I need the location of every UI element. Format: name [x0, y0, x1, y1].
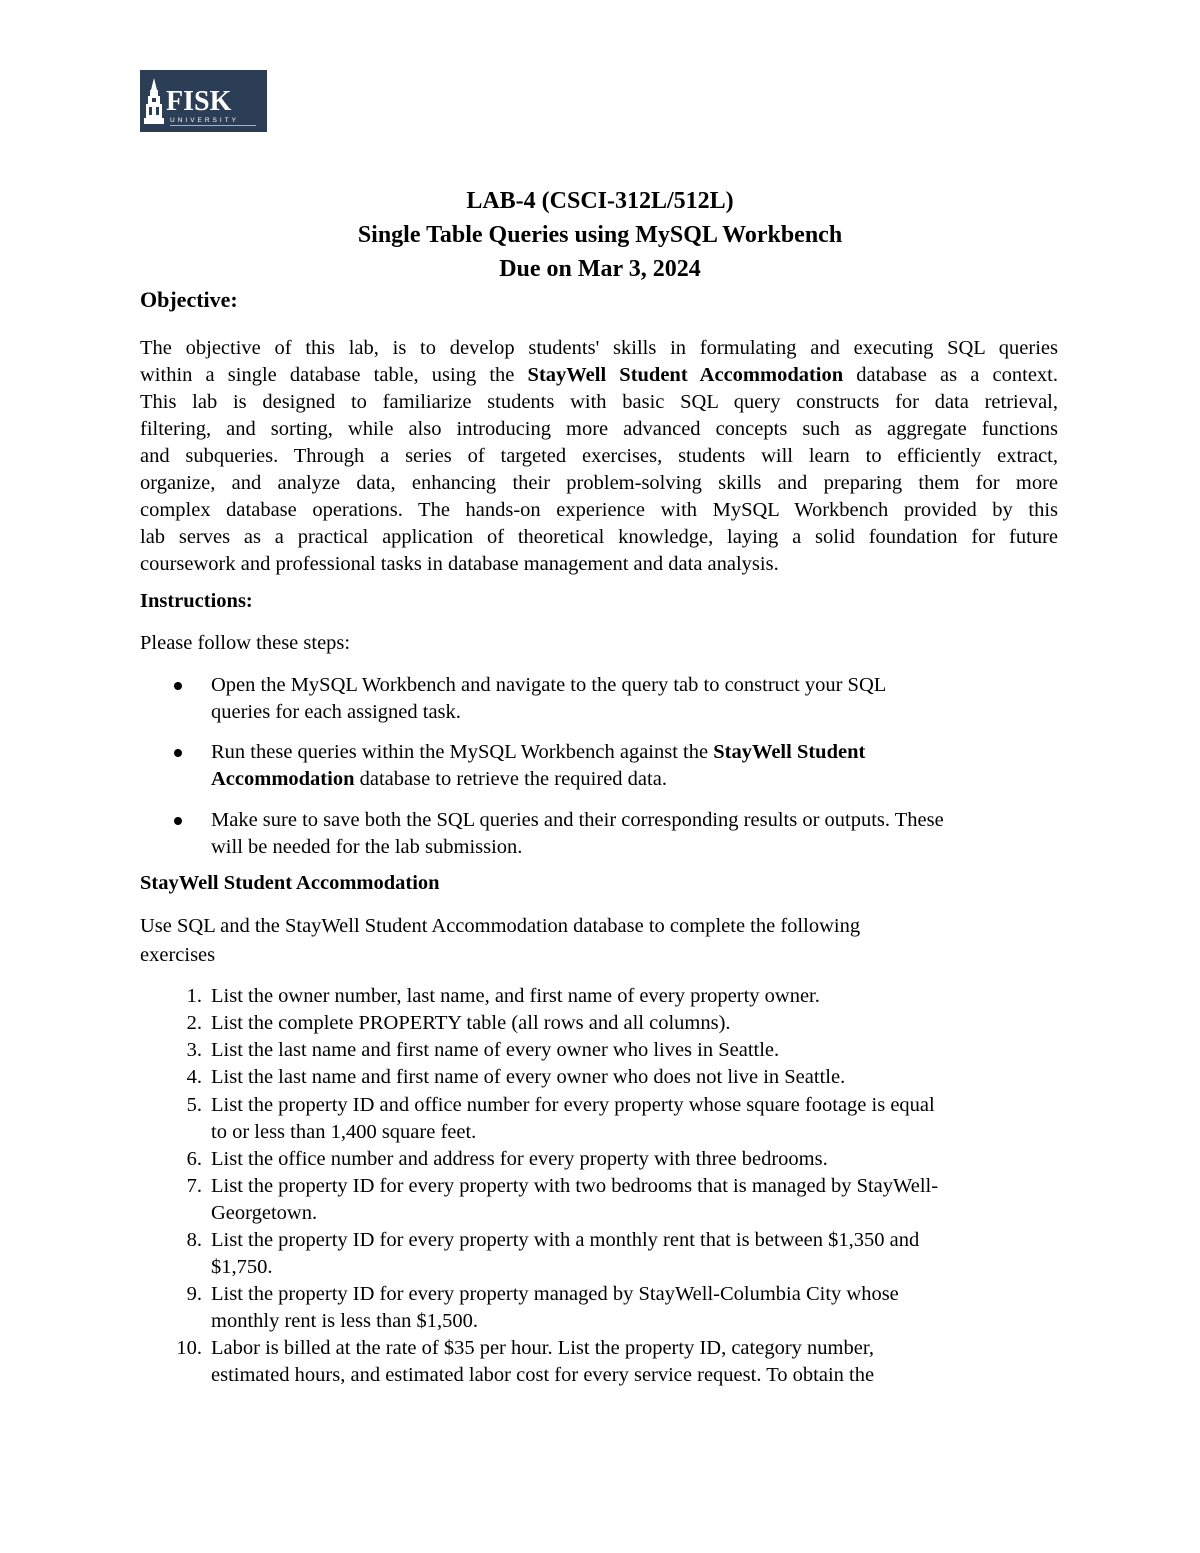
objective-heading: Objective: — [140, 287, 238, 312]
objective-line: organize, and analyze data, enhancing their problem-solving skills and preparing them for more — [140, 472, 1058, 494]
exercise-number: 3. — [186, 1039, 202, 1061]
bullet-text: Open the MySQL Workbench and navigate to the query tab to construct your SQL — [211, 674, 887, 696]
exercise-text: List the owner number, last name, and first name of every property owner. — [211, 985, 820, 1007]
exercise-text: List the office number and address for every property with three bedrooms. — [211, 1148, 828, 1170]
exercise-item — [186, 983, 820, 1010]
exercise-number: 2. — [186, 1012, 202, 1034]
database-name: StayWell Student Accommodation — [527, 364, 844, 386]
staywell-heading: StayWell Student Accommodation — [140, 872, 440, 894]
fisk-university-logo — [140, 70, 267, 132]
instructions-intro: Please follow these steps: — [140, 632, 351, 654]
objective-text: database as a context. — [843, 364, 1058, 386]
exercise-text: Georgetown. — [211, 1202, 318, 1224]
objective-paragraph — [140, 335, 1058, 578]
bullet-item — [211, 807, 944, 861]
exercise-number: 7. — [186, 1175, 202, 1197]
objective-text: within a single database table, using the — [140, 364, 528, 386]
exercise-text: List the last name and first name of every owner who does not live in Seattle. — [211, 1066, 846, 1088]
exercise-number: 4. — [186, 1066, 202, 1088]
bullet-item — [211, 672, 886, 726]
lab-title: LAB-4 (CSCI-312L/512L) — [466, 188, 734, 214]
exercise-text: $1,750. — [211, 1256, 273, 1278]
exercise-item — [176, 1335, 875, 1389]
objective-line: lab serves as a practical application of theoretical knowledge, laying a solid foundation for future — [140, 526, 1058, 548]
objective-line — [140, 362, 1058, 389]
exercise-text: to or less than 1,400 square feet. — [211, 1121, 477, 1143]
objective-line: The objective of this lab, is to develop students' skills in formulating and executing SQL queries — [140, 337, 1058, 359]
exercise-number: 9. — [186, 1283, 202, 1305]
bullet-text — [211, 766, 865, 793]
database-name: Accommodation — [211, 768, 355, 790]
title-block — [140, 184, 1060, 286]
exercise-text: monthly rent is less than $1,500. — [211, 1310, 479, 1332]
instructions-heading: Instructions: — [140, 590, 253, 612]
bullet-text: queries for each assigned task. — [211, 701, 461, 723]
exercise-number: 5. — [186, 1094, 202, 1116]
exercise-text: List the property ID for every property with two bedrooms that is managed by StayWell- — [211, 1175, 939, 1197]
lab-subtitle: Single Table Queries using MySQL Workbench — [357, 222, 843, 248]
bullet-text: Make sure to save both the SQL queries and their corresponding results or outputs. These — [211, 809, 944, 831]
exercise-text: List the complete PROPERTY table (all rows and all columns). — [211, 1012, 731, 1034]
objective-line: complex database operations. The hands-on experience with MySQL Workbench provided by this — [140, 499, 1058, 521]
exercise-number: 1. — [186, 985, 202, 1007]
bullet-text: will be needed for the lab submission. — [211, 836, 523, 858]
bullet-dot — [174, 817, 182, 825]
exercise-item — [186, 1010, 731, 1037]
exercise-item — [186, 1064, 846, 1091]
bullet-dot — [174, 682, 182, 690]
objective-line: and subqueries. Through a series of targeted exercises, students will learn to efficiently extract, — [140, 445, 1058, 467]
exercise-number: 6. — [186, 1148, 202, 1170]
exercise-text: List the property ID for every property with a monthly rent that is between $1,350 and — [211, 1229, 920, 1251]
logo-subtext: UNIVERSITY — [170, 117, 240, 124]
bullet-item — [211, 739, 865, 793]
exercise-item — [186, 1173, 939, 1227]
exercise-text: estimated hours, and estimated labor cost for every service request. To obtain the — [211, 1364, 875, 1386]
exercise-item — [186, 1092, 935, 1146]
objective-line: filtering, and sorting, while also introducing more advanced concepts such as aggregate functions — [140, 418, 1058, 440]
fisk-logo-graphic — [140, 70, 267, 132]
bullet-text-part: database to retrieve the required data. — [354, 768, 667, 790]
exercise-item — [186, 1037, 780, 1064]
bullet-text-part: Run these queries within the MySQL Workbench against the — [211, 741, 714, 763]
objective-line: coursework and professional tasks in database management and data analysis. — [140, 553, 779, 575]
exercise-text: List the property ID for every property managed by StayWell-Columbia City whose — [211, 1283, 899, 1305]
exercise-text: List the last name and first name of every owner who lives in Seattle. — [211, 1039, 780, 1061]
exercise-text: List the property ID and office number for every property whose square footage is equal — [211, 1094, 935, 1116]
exercise-number: 8. — [186, 1229, 202, 1251]
staywell-intro: exercises — [140, 944, 216, 966]
exercise-number: 10. — [176, 1337, 202, 1359]
logo-text: FISK — [166, 86, 232, 117]
exercise-text: Labor is billed at the rate of $35 per hour. List the property ID, category number, — [211, 1337, 874, 1359]
exercise-item — [186, 1227, 920, 1281]
bullet-dot — [174, 749, 182, 757]
staywell-intro: Use SQL and the StayWell Student Accommodation database to complete the following — [140, 915, 861, 937]
exercise-item — [186, 1146, 828, 1173]
due-date: Due on Mar 3, 2024 — [499, 256, 701, 282]
database-name: StayWell Student — [713, 741, 866, 763]
objective-line: This lab is designed to familiarize students with basic SQL query constructs for data retrieval, — [140, 391, 1058, 413]
bullet-text — [211, 739, 865, 766]
exercise-item — [186, 1281, 899, 1335]
